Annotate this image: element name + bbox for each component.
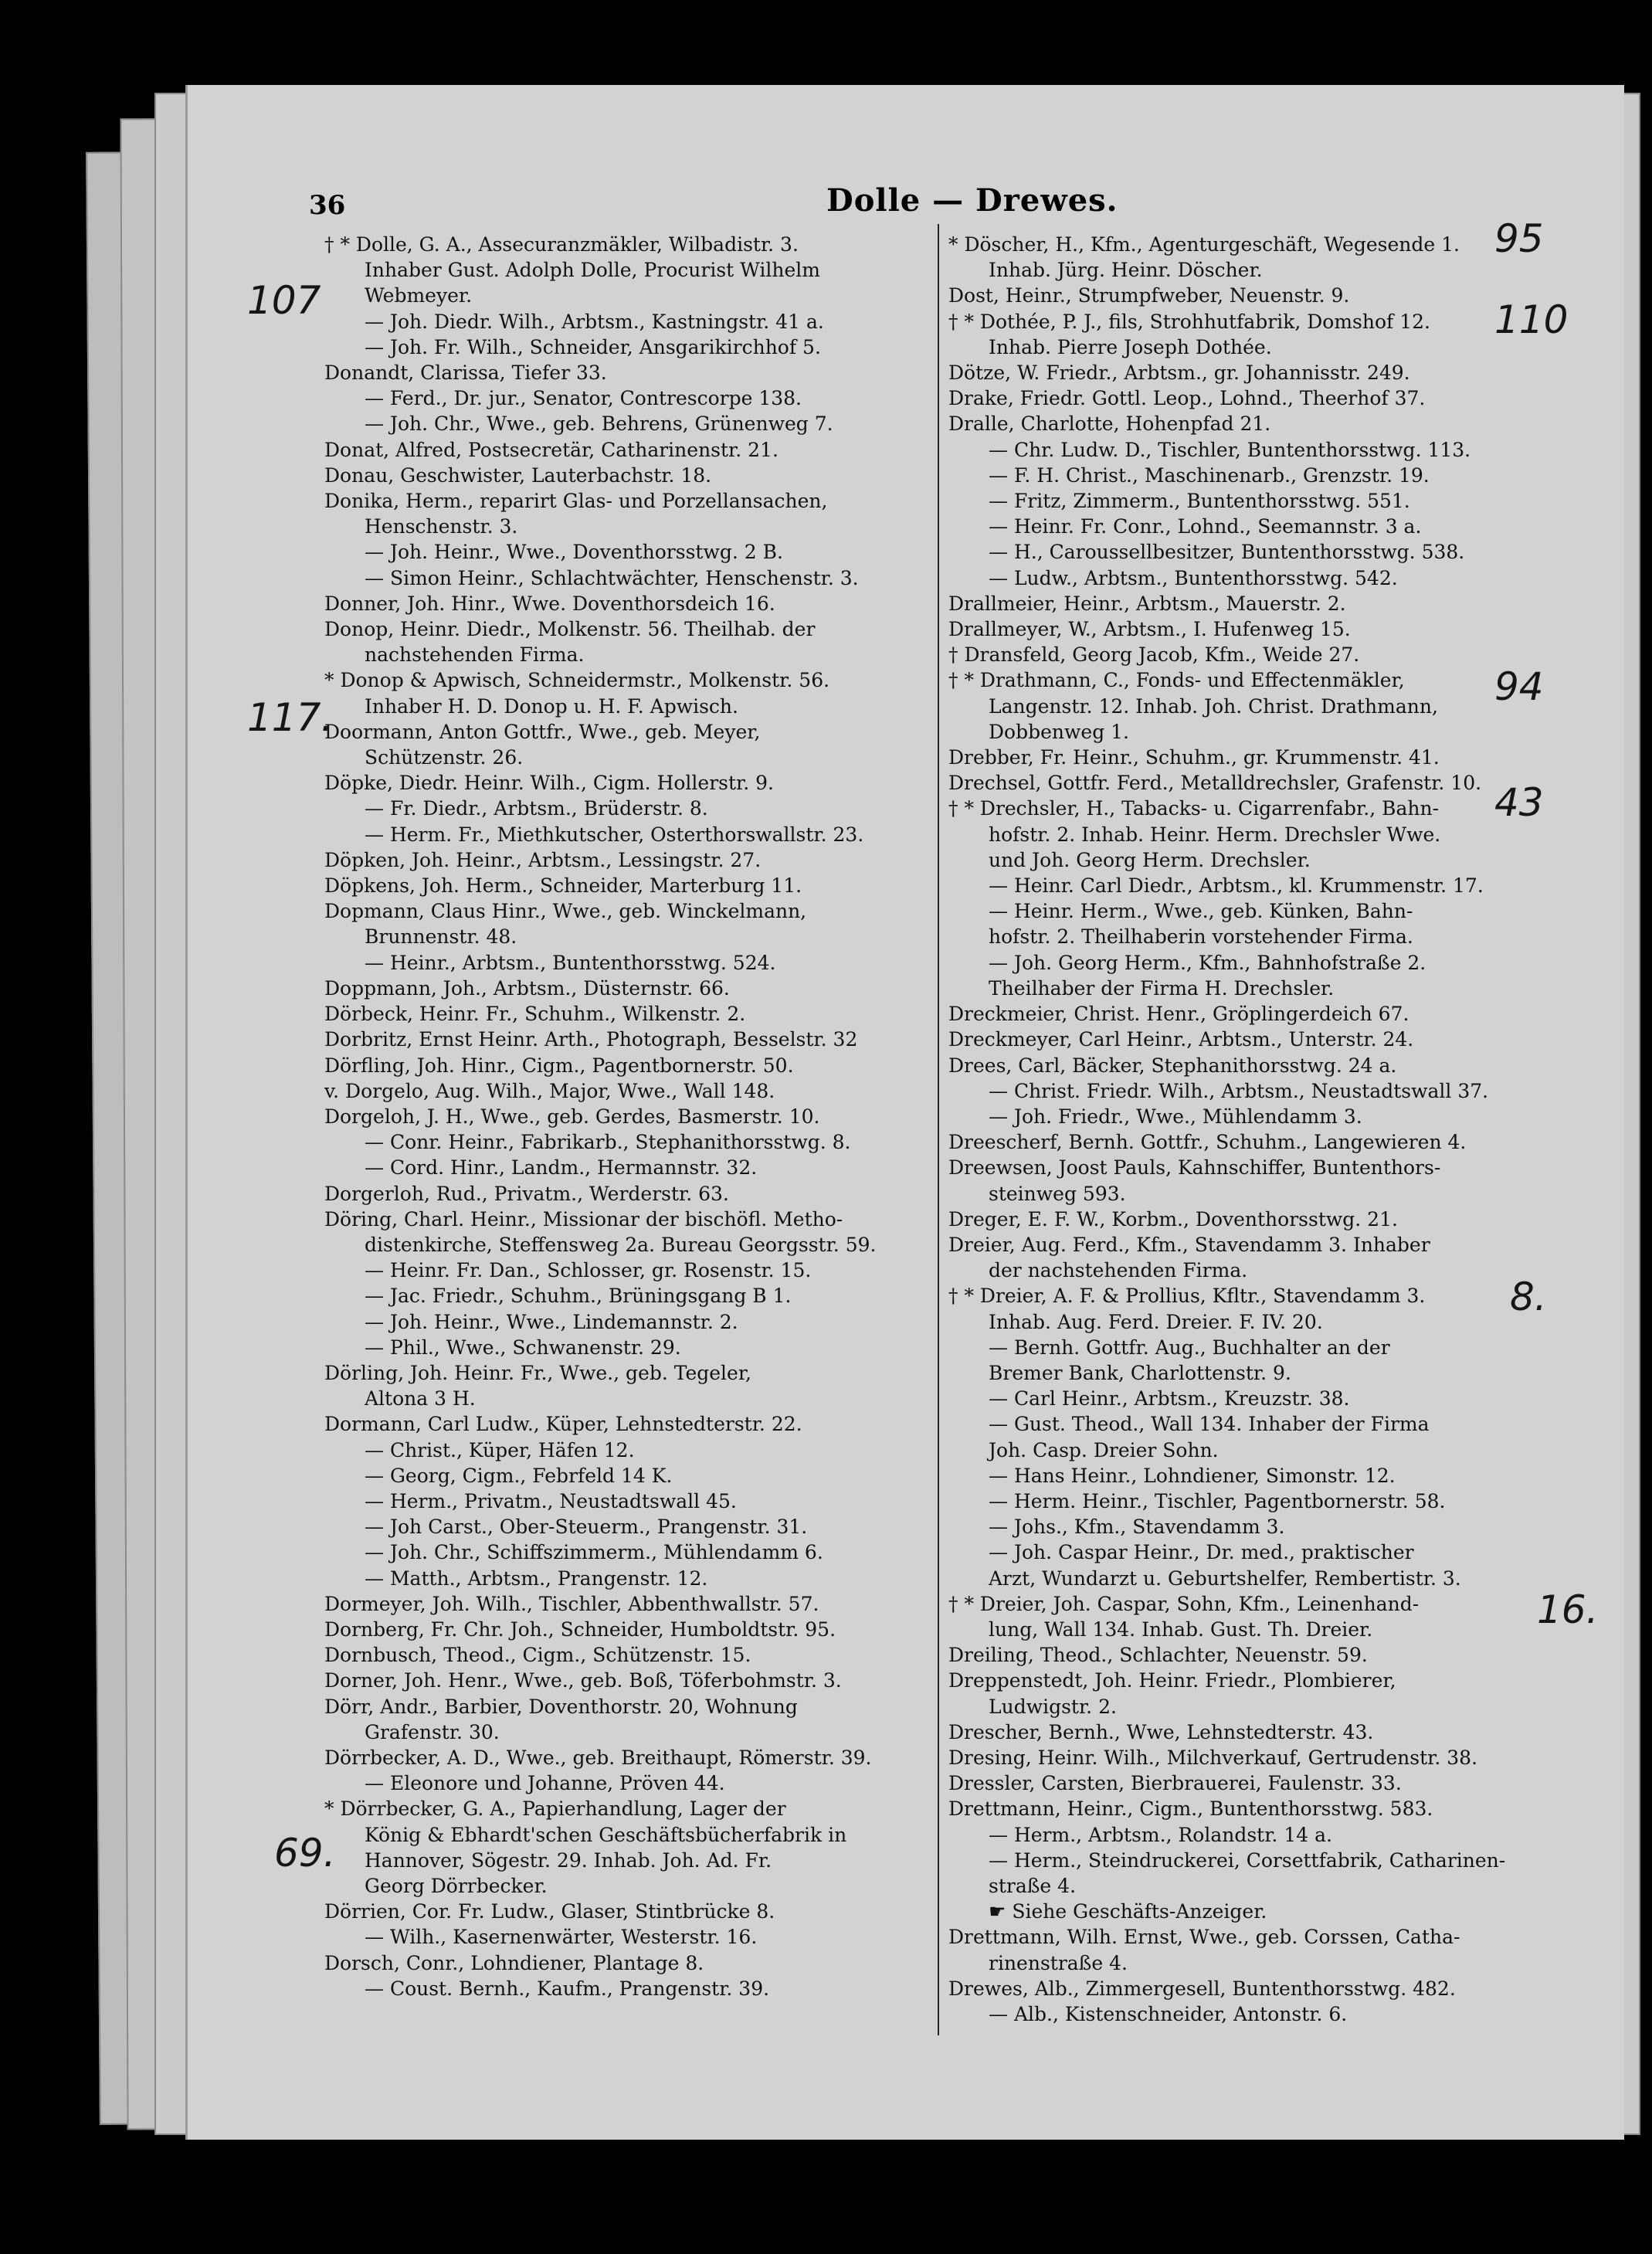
- directory-entry-line: nachstehenden Firma.: [365, 643, 585, 667]
- directory-entry-line: — Ludw., Arbtsm., Buntenthorsstwg. 542.: [989, 566, 1398, 589]
- directory-entry-line: Ludwigstr. 2.: [989, 1695, 1117, 1718]
- directory-entry-line: Drettmann, Heinr., Cigm., Buntenthorsstwg. 583.: [948, 1797, 1433, 1821]
- directory-entry-line: Dörbeck, Heinr. Fr., Schuhm., Wilkenstr. 2.: [324, 1003, 746, 1026]
- directory-entry-line: Doppmann, Joh., Arbtsm., Düsternstr. 66.: [324, 976, 730, 1000]
- directory-entry-line: König & Ebhardt'schen Geschäftsbücherfabrik in: [365, 1823, 847, 1846]
- directory-entry-line: † * Dreier, Joh. Caspar, Sohn, Kfm., Leinenhand-: [948, 1592, 1420, 1615]
- directory-entry-line: Grafenstr. 30.: [365, 1720, 500, 1743]
- directory-entry-line: Dreiling, Theod., Schlachter, Neuenstr. 59.: [948, 1644, 1368, 1667]
- directory-entry-line: Dörling, Joh. Heinr. Fr., Wwe., geb. Tegeler,: [324, 1361, 751, 1384]
- directory-entry-line: — H., Caroussellbesitzer, Buntenthorsstwg. 538.: [989, 541, 1465, 564]
- directory-entry-line: — Ferd., Dr. jur., Senator, Contrescorpe 138.: [365, 387, 802, 410]
- directory-entry-line: — Matth., Arbtsm., Prangenstr. 12.: [365, 1567, 708, 1590]
- directory-entry-line: Donika, Herm., reparirt Glas- und Porzellansachen,: [324, 490, 828, 513]
- directory-entry-line: lung, Wall 134. Inhab. Gust. Th. Dreier.: [989, 1618, 1373, 1641]
- margin-note: 16.: [1537, 1587, 1599, 1632]
- directory-entry-line: straße 4.: [989, 1875, 1077, 1897]
- directory-entry-line: Donop, Heinr. Diedr., Molkenstr. 56. Theilhab. der: [324, 618, 816, 641]
- margin-note: 95: [1494, 216, 1544, 261]
- directory-entry-line: Drees, Carl, Bäcker, Stephanithorsstwg. 24 a.: [948, 1054, 1397, 1077]
- directory-entry-line: — Eleonore und Johanne, Pröven 44.: [365, 1772, 725, 1795]
- directory-entry-line: † * Dreier, A. F. & Prollius, Kfltr., Stavendamm 3.: [948, 1285, 1426, 1308]
- directory-entry-line: — Joh. Heinr., Wwe., Lindemannstr. 2.: [365, 1310, 738, 1333]
- directory-entry-line: Döpken, Joh. Heinr., Arbtsm., Lessingstr. 27.: [324, 848, 762, 871]
- directory-entry-line: Drebber, Fr. Heinr., Schuhm., gr. Krummenstr. 41.: [948, 746, 1440, 769]
- page-number: 36: [309, 190, 346, 221]
- directory-entry-line: v. Dorgelo, Aug. Wilh., Major, Wwe., Wall 148.: [324, 1079, 775, 1102]
- directory-entry-line: Drechsel, Gottfr. Ferd., Metalldrechsler, Grafenstr. 10.: [948, 772, 1482, 795]
- directory-entry-line: Donner, Joh. Hinr., Wwe. Doventhorsdeich 16.: [324, 592, 775, 615]
- directory-entry-line: — Chr. Ludw. D., Tischler, Buntenthorsstwg. 113.: [989, 438, 1471, 461]
- directory-entry-line: ☛ Siehe Geschäfts-Anzeiger.: [989, 1900, 1267, 1923]
- directory-entry-line: — Georg, Cigm., Febrfeld 14 K.: [365, 1464, 673, 1487]
- directory-entry-line: — Jac. Friedr., Schuhm., Brüningsgang B 1.: [365, 1285, 792, 1308]
- directory-entry-line: Schützenstr. 26.: [365, 746, 524, 769]
- directory-entry-line: Donandt, Clarissa, Tiefer 33.: [324, 362, 607, 385]
- right-column: [948, 232, 1535, 2027]
- directory-entry-line: — Coust. Bernh., Kaufm., Prangenstr. 39.: [365, 1977, 770, 2000]
- directory-entry-line: Dralle, Charlotte, Hohenpfad 21.: [948, 412, 1271, 436]
- directory-entry-line: Dost, Heinr., Strumpfweber, Neuenstr. 9.: [948, 284, 1350, 307]
- directory-entry-line: Altona 3 H.: [365, 1387, 476, 1410]
- directory-entry-line: — Joh. Friedr., Wwe., Mühlendamm 3.: [989, 1105, 1362, 1128]
- directory-entry-line: Theilhaber der Firma H. Drechsler.: [989, 976, 1335, 1000]
- directory-entry-line: Dörfling, Joh. Hinr., Cigm., Pagentbornerstr. 50.: [324, 1054, 794, 1077]
- directory-entry-line: Drake, Friedr. Gottl. Leop., Lohnd., Theerhof 37.: [948, 387, 1426, 410]
- directory-entry-line: — Heinr. Fr. Dan., Schlosser, gr. Rosenstr. 15.: [365, 1259, 812, 1282]
- directory-entry-line: Dobbenweg 1.: [989, 720, 1129, 743]
- directory-entry-line: Dreckmeyer, Carl Heinr., Arbtsm., Unterstr. 24.: [948, 1028, 1414, 1051]
- directory-entry-line: Inhab. Jürg. Heinr. Döscher.: [989, 259, 1263, 282]
- directory-entry-line: Dötze, W. Friedr., Arbtsm., gr. Johannisstr. 249.: [948, 362, 1410, 385]
- directory-entry-line: Dornbusch, Theod., Cigm., Schützenstr. 15.: [324, 1644, 751, 1667]
- margin-note: 110: [1494, 297, 1569, 342]
- margin-note: 43: [1494, 780, 1544, 825]
- directory-entry-line: Dreppenstedt, Joh. Heinr. Friedr., Plombierer,: [948, 1669, 1396, 1692]
- directory-entry-line: Dorner, Joh. Henr., Wwe., geb. Boß, Töferbohmstr. 3.: [324, 1669, 842, 1692]
- directory-entry-line: — Heinr. Carl Diedr., Arbtsm., kl. Krummenstr. 17.: [989, 874, 1484, 898]
- directory-entry-line: Joh. Casp. Dreier Sohn.: [989, 1438, 1219, 1461]
- directory-entry-line: Inhaber Gust. Adolph Dolle, Procurist Wilhelm: [365, 259, 820, 282]
- directory-entry-line: Dorsch, Conr., Lohndiener, Plantage 8.: [324, 1951, 704, 1974]
- running-head: Dolle — Drewes.: [826, 182, 1118, 219]
- directory-entry-line: distenkirche, Steffensweg 2a. Bureau Georgsstr. 59.: [365, 1233, 877, 1256]
- directory-entry-line: — Fritz, Zimmerm., Buntenthorsstwg. 551.: [989, 490, 1410, 513]
- directory-entry-line: Drettmann, Wilh. Ernst, Wwe., geb. Corssen, Catha-: [948, 1926, 1460, 1949]
- directory-entry-line: — Alb., Kistenschneider, Antonstr. 6.: [989, 2003, 1348, 2026]
- directory-entry-line: Dormeyer, Joh. Wilh., Tischler, Abbenthwallstr. 57.: [324, 1592, 819, 1615]
- directory-entry-line: Donau, Geschwister, Lauterbachstr. 18.: [324, 463, 712, 487]
- directory-entry-line: † * Drathmann, C., Fonds- und Effectenmäkler,: [948, 669, 1405, 692]
- column-divider: [938, 224, 939, 2035]
- directory-entry-line: — Joh. Chr., Wwe., geb. Behrens, Grünenweg 7.: [365, 412, 833, 436]
- directory-entry-line: Hannover, Sögestr. 29. Inhab. Joh. Ad. Fr.: [365, 1848, 772, 1872]
- directory-entry-line: — Joh. Heinr., Wwe., Doventhorsstwg. 2 B.: [365, 541, 783, 564]
- directory-entry-line: Brunnenstr. 48.: [365, 925, 517, 949]
- directory-entry-line: Inhab. Pierre Joseph Dothée.: [989, 335, 1272, 358]
- margin-note: 94: [1494, 664, 1544, 709]
- margin-note: 107: [247, 278, 321, 323]
- directory-entry-line: — Herm., Steindruckerei, Corsettfabrik, Catharinen-: [989, 1848, 1506, 1872]
- directory-entry-line: — Heinr. Fr. Conr., Lohnd., Seemannstr. 3 a.: [989, 515, 1422, 538]
- directory-entry-line: hofstr. 2. Inhab. Heinr. Herm. Drechsler Wwe.: [989, 823, 1441, 846]
- margin-note: 8.: [1510, 1275, 1547, 1319]
- directory-entry-line: Inhaber H. D. Donop u. H. F. Apwisch.: [365, 694, 738, 718]
- directory-entry-line: Drallmeyer, W., Arbtsm., I. Hufenweg 15.: [948, 618, 1351, 641]
- directory-entry-line: steinweg 593.: [989, 1182, 1126, 1205]
- directory-entry-line: Dreescherf, Bernh. Gottfr., Schuhm., Langewieren 4.: [948, 1131, 1467, 1154]
- directory-entry-line: Inhab. Aug. Ferd. Dreier. F. IV. 20.: [989, 1310, 1323, 1333]
- directory-entry-line: — Phil., Wwe., Schwanenstr. 29.: [365, 1336, 681, 1359]
- directory-entry-line: Doormann, Anton Gottfr., Wwe., geb. Meyer,: [324, 720, 761, 743]
- directory-entry-line: Döring, Charl. Heinr., Missionar der bischöfl. Metho-: [324, 1207, 843, 1231]
- directory-entry-line: — Bernh. Gottfr. Aug., Buchhalter an der: [989, 1336, 1390, 1359]
- directory-entry-line: und Joh. Georg Herm. Drechsler.: [989, 848, 1311, 871]
- directory-entry-line: * Döscher, H., Kfm., Agenturgeschäft, Wegesende 1.: [948, 233, 1460, 256]
- directory-entry-line: Dorgerloh, Rud., Privatm., Werderstr. 63.: [324, 1182, 729, 1205]
- directory-entry-line: Döpkens, Joh. Herm., Schneider, Marterburg 11.: [324, 874, 802, 898]
- directory-entry-line: Döpke, Diedr. Heinr. Wilh., Cigm. Hollerstr. 9.: [324, 772, 774, 795]
- directory-entry-line: Dopmann, Claus Hinr., Wwe., geb. Winckelmann,: [324, 900, 807, 923]
- directory-entry-line: Henschenstr. 3.: [365, 515, 518, 538]
- directory-entry-line: — Herm., Arbtsm., Rolandstr. 14 a.: [989, 1823, 1332, 1846]
- directory-entry-line: — Joh. Fr. Wilh., Schneider, Ansgarikirchhof 5.: [365, 335, 821, 358]
- directory-entry-line: Dorbritz, Ernst Heinr. Arth., Photograph, Besselstr. 32: [324, 1028, 858, 1051]
- directory-entry-line: hofstr. 2. Theilhaberin vorstehender Firma.: [989, 925, 1413, 949]
- directory-entry-line: — Heinr. Herm., Wwe., geb. Künken, Bahn-: [989, 900, 1413, 923]
- directory-entry-line: Dressler, Carsten, Bierbrauerei, Faulenstr. 33.: [948, 1772, 1402, 1795]
- directory-entry-line: Webmeyer.: [365, 284, 473, 307]
- directory-entry-line: — Cord. Hinr., Landm., Hermannstr. 32.: [365, 1156, 758, 1180]
- directory-entry-line: Dornberg, Fr. Chr. Joh., Schneider, Humboldtstr. 95.: [324, 1618, 836, 1641]
- directory-entry-line: — Simon Heinr., Schlachtwächter, Henschenstr. 3.: [365, 566, 859, 589]
- directory-entry-line: Dreier, Aug. Ferd., Kfm., Stavendamm 3. Inhaber: [948, 1233, 1430, 1256]
- directory-entry-line: Dörrbecker, A. D., Wwe., geb. Breithaupt, Römerstr. 39.: [324, 1746, 872, 1769]
- directory-entry-line: — F. H. Christ., Maschinenarb., Grenzstr. 19.: [989, 463, 1430, 487]
- directory-entry-line: Bremer Bank, Charlottenstr. 9.: [989, 1361, 1291, 1384]
- directory-entry-line: — Joh. Chr., Schiffszimmerm., Mühlendamm 6.: [365, 1541, 823, 1564]
- directory-entry-line: — Herm. Fr., Miethkutscher, Osterthorswallstr. 23.: [365, 823, 864, 846]
- margin-note: 117.: [247, 695, 334, 740]
- directory-entry-line: † * Drechsler, H., Tabacks- u. Cigarrenfabr., Bahn-: [948, 797, 1440, 820]
- directory-entry-line: — Gust. Theod., Wall 134. Inhaber der Firma: [989, 1413, 1430, 1436]
- directory-entry-line: — Fr. Diedr., Arbtsm., Brüderstr. 8.: [365, 797, 708, 820]
- directory-entry-line: Georg Dörrbecker.: [365, 1875, 548, 1897]
- directory-entry-line: — Christ. Friedr. Wilh., Arbtsm., Neustadtswall 37.: [989, 1079, 1489, 1102]
- directory-entry-line: — Wilh., Kasernenwärter, Westerstr. 16.: [365, 1926, 758, 1949]
- left-column: [324, 232, 888, 2001]
- directory-entry-line: — Joh. Georg Herm., Kfm., Bahnhofstraße 2.: [989, 951, 1426, 974]
- directory-entry-line: — Joh. Caspar Heinr., Dr. med., praktischer: [989, 1541, 1414, 1564]
- directory-entry-line: — Conr. Heinr., Fabrikarb., Stephanithorsstwg. 8.: [365, 1131, 851, 1154]
- directory-entry-line: Dreewsen, Joost Pauls, Kahnschiffer, Buntenthors-: [948, 1156, 1441, 1180]
- directory-entry-line: — Herm., Privatm., Neustadtswall 45.: [365, 1489, 737, 1512]
- directory-entry-line: * Donop & Apwisch, Schneidermstr., Molkenstr. 56.: [324, 669, 830, 692]
- directory-entry-line: † * Dothée, P. J., fils, Strohhutfabrik, Domshof 12.: [948, 310, 1430, 333]
- directory-entry-line: Dresing, Heinr. Wilh., Milchverkauf, Gertrudenstr. 38.: [948, 1746, 1478, 1769]
- directory-entry-line: * Dörrbecker, G. A., Papierhandlung, Lager der: [324, 1797, 786, 1821]
- directory-entry-line: † Dransfeld, Georg Jacob, Kfm., Weide 27.: [948, 643, 1360, 667]
- directory-entry-line: — Heinr., Arbtsm., Buntenthorsstwg. 524.: [365, 951, 776, 974]
- directory-entry-line: — Johs., Kfm., Stavendamm 3.: [989, 1516, 1285, 1539]
- directory-entry-line: Donat, Alfred, Postsecretär, Catharinenstr. 21.: [324, 438, 779, 461]
- directory-entry-line: Dormann, Carl Ludw., Küper, Lehnstedterstr. 22.: [324, 1413, 802, 1436]
- directory-entry-line: — Joh. Diedr. Wilh., Arbtsm., Kastningstr. 41 a.: [365, 310, 824, 333]
- directory-entry-line: Dreckmeier, Christ. Henr., Gröplingerdeich 67.: [948, 1003, 1409, 1026]
- directory-entry-line: Dorgeloh, J. H., Wwe., geb. Gerdes, Basmerstr. 10.: [324, 1105, 820, 1128]
- directory-entry-line: Drescher, Bernh., Wwe, Lehnstedterstr. 43.: [948, 1720, 1374, 1743]
- directory-entry-line: Dreger, E. F. W., Korbm., Doventhorsstwg. 21.: [948, 1207, 1398, 1231]
- directory-entry-line: † * Dolle, G. A., Assecuranzmäkler, Wilbadistr. 3.: [324, 233, 799, 256]
- directory-entry-line: Dörr, Andr., Barbier, Doventhorstr. 20, Wohnung: [324, 1695, 798, 1718]
- margin-note: 69.: [274, 1831, 336, 1876]
- directory-entry-line: Dörrien, Cor. Fr. Ludw., Glaser, Stintbrücke 8.: [324, 1900, 775, 1923]
- directory-entry-line: — Herm. Heinr., Tischler, Pagentbornerstr. 58.: [989, 1489, 1446, 1512]
- directory-entry-line: rinenstraße 4.: [989, 1951, 1128, 1974]
- directory-entry-line: — Christ., Küper, Häfen 12.: [365, 1438, 635, 1461]
- directory-entry-line: Drallmeier, Heinr., Arbtsm., Mauerstr. 2.: [948, 592, 1346, 615]
- directory-entry-line: Langenstr. 12. Inhab. Joh. Christ. Drathmann,: [989, 694, 1438, 718]
- directory-entry-line: — Carl Heinr., Arbtsm., Kreuzstr. 38.: [989, 1387, 1350, 1410]
- directory-entry-line: Arzt, Wundarzt u. Geburtshelfer, Rembertistr. 3.: [989, 1567, 1461, 1590]
- directory-entry-line: Drewes, Alb., Zimmergesell, Buntenthorsstwg. 482.: [948, 1977, 1456, 2000]
- directory-entry-line: — Hans Heinr., Lohndiener, Simonstr. 12.: [989, 1464, 1396, 1487]
- directory-entry-line: — Joh Carst., Ober-Steuerm., Prangenstr. 31.: [365, 1516, 808, 1539]
- directory-entry-line: der nachstehenden Firma.: [989, 1259, 1248, 1282]
